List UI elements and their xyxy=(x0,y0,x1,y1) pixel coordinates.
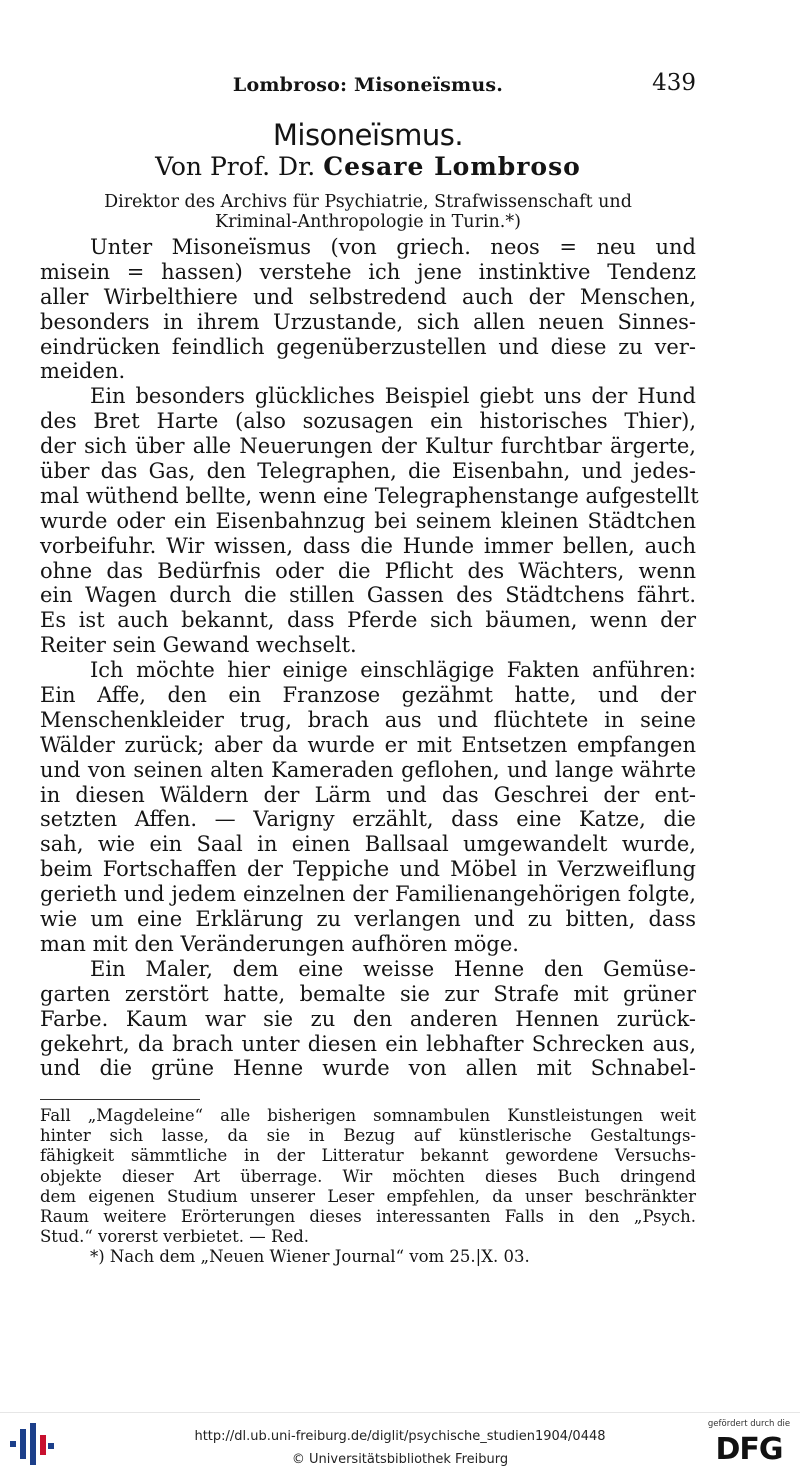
author-name: Cesare Lombroso xyxy=(323,152,581,181)
footnote-rule xyxy=(40,1099,200,1100)
body-line: beim Fortschaffen der Teppiche und Möbel in Verzweiflung xyxy=(40,857,696,882)
body-line: Unter Misoneïsmus (von griech. neos = neu und xyxy=(90,235,696,259)
body-line: Es ist auch bekannt, dass Pferde sich bäumen, wenn der xyxy=(40,608,696,633)
footnotes xyxy=(40,1106,696,1268)
page-header xyxy=(40,70,696,100)
footnote-line: dem eigenen Studium unserer Leser empfehlen, da unser beschränkter xyxy=(40,1186,696,1206)
body-line: aller Wirbelthiere und selbstredend auch der Menschen, xyxy=(40,284,696,309)
body-line: gekehrt, da brach unter diesen ein lebhafter Schrecken aus, xyxy=(40,1031,696,1056)
body-line: der sich über alle Neuerungen der Kultur furchtbar ärgerte, xyxy=(40,434,696,459)
body-line: besonders in ihrem Urzustande, sich allen neuen Sinnes- xyxy=(40,309,696,334)
body-line: und die grüne Henne wurde von allen mit Schnabel- xyxy=(40,1056,696,1081)
body-line: Ein besonders glückliches Beispiel giebt uns der Hund xyxy=(90,384,696,409)
body-line: ohne das Bedürfnis oder die Pflicht des Wächters, wenn xyxy=(40,558,696,583)
body-line: Farbe. Kaum war sie zu den anderen Hennen zurück- xyxy=(40,1006,696,1031)
body-line: eindrücken feindlich gegenüberzustellen und diese zu ver- xyxy=(40,334,696,359)
body-line: in diesen Wäldern der Lärm und das Geschrei der ent- xyxy=(40,782,696,807)
author-affiliation xyxy=(72,192,664,232)
footnote-line: hinter sich lasse, da sie in Bezug auf künstlerische Gestaltungs- xyxy=(40,1126,696,1146)
article-body xyxy=(40,235,699,1081)
footnote-line: Stud.“ vorerst verbietet. — Red. xyxy=(40,1227,310,1247)
body-line: über das Gas, den Telegraphen, die Eisenbahn, und jedes- xyxy=(40,459,696,484)
body-line: Menschenkleider trug, brach aus und flüchtete in seine xyxy=(40,707,696,732)
footnote-line: fähigkeit sämmtliche in der Litteratur bekannt gewordene Versuchs- xyxy=(40,1146,696,1166)
affiliation-line: Direktor des Archivs für Psychiatrie, Strafwissenschaft und xyxy=(104,192,632,212)
footnote-line: Fall „Magdeleine“ alle bisherigen somnambulen Kunstleistungen weit xyxy=(40,1106,696,1125)
footer-bar xyxy=(0,1412,800,1473)
body-line: des Bret Harte (also sozusagen ein historisches Thier), xyxy=(40,409,696,434)
body-line: ein Wagen durch die stillen Gassen des Städtchens fährt. xyxy=(40,583,696,608)
author-line xyxy=(0,152,736,181)
body-line: mal wüthend bellte, wenn eine Telegraphenstange aufgestellt xyxy=(40,483,699,508)
body-line: Ich möchte hier einige einschlägige Fakten anführen: xyxy=(90,658,696,683)
body-line: sah, wie ein Saal in einen Ballsaal umgewandelt wurde, xyxy=(40,832,696,857)
body-line: vorbeifuhr. Wir wissen, dass die Hunde immer bellen, auch xyxy=(40,533,696,558)
article-title: Misoneïsmus. xyxy=(272,118,464,152)
body-line: Ein Maler, dem eine weisse Henne den Gemüse- xyxy=(90,956,696,981)
body-line: Ein Affe, den ein Franzose gezähmt hatte, und der xyxy=(40,683,696,708)
body-line: Wälder zurück; aber da wurde er mit Entsetzen empfangen xyxy=(40,732,696,757)
dfg-tagline: gefördert durch die xyxy=(707,1419,791,1429)
body-line: meiden. xyxy=(40,359,126,384)
running-head: Lombroso: Misoneïsmus. xyxy=(232,74,504,96)
page-number: 439 xyxy=(652,70,696,96)
footnote-line: Raum weitere Erörterungen dieses interessanten Falls in den „Psych. xyxy=(40,1206,696,1226)
body-line: wie um eine Erklärung zu verlangen und zu bitten, dass xyxy=(40,907,696,932)
source-url[interactable]: http://dl.ub.uni-freiburg.de/diglit/psychische_studien1904/0448 xyxy=(194,1429,606,1444)
body-line: wurde oder ein Eisenbahnzug bei seinem kleinen Städtchen xyxy=(40,508,696,533)
body-line: garten zerstört hatte, bemalte sie zur Strafe mit grüner xyxy=(40,981,696,1006)
author-prefix: Von Prof. Dr. xyxy=(155,152,316,181)
body-line: gerieth und jedem einzelnen der Familienangehörigen folgte, xyxy=(40,882,696,907)
body-line: Reiter sein Gewand wechselt. xyxy=(40,633,357,658)
body-line: misein = hassen) verstehe ich jene instinktive Tendenz xyxy=(40,259,696,284)
dfg-mark: DFG xyxy=(715,1432,783,1467)
footnote-line: objekte dieser Art überrage. Wir möchten dieses Buch dringend xyxy=(40,1166,696,1186)
body-line: man mit den Veränderungen aufhören möge. xyxy=(40,931,519,956)
affiliation-line: Kriminal-Anthropologie in Turin.*) xyxy=(215,212,521,232)
copyright-notice: © Universitätsbibliothek Freiburg xyxy=(291,1452,509,1467)
dfg-logo xyxy=(704,1419,794,1469)
body-line: setzten Affen. — Varigny erzählt, dass eine Katze, die xyxy=(40,807,696,832)
body-line: und von seinen alten Kameraden geflohen, und lange währte xyxy=(40,757,696,782)
footnote-line: *) Nach dem „Neuen Wiener Journal“ vom 25.|X. 03. xyxy=(90,1247,530,1267)
